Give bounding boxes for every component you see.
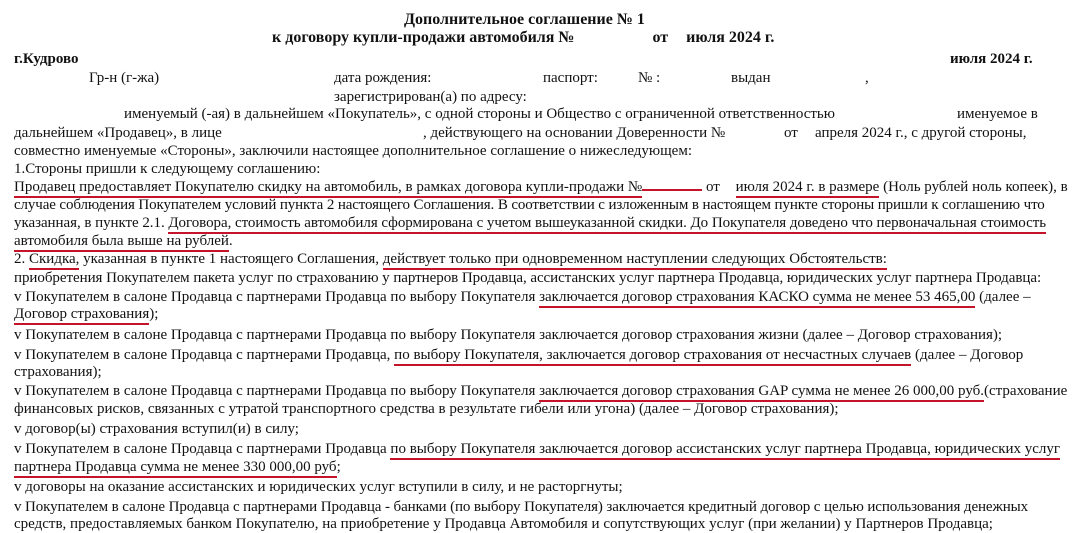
issued-label: выдан: [731, 70, 771, 86]
condition-credit: v Покупателем в салоне Продавца с партнерами Продавца - банками (по выбору Покупателя) заключается кредитный договор с целью использования денежных: [14, 499, 1029, 515]
subtitle-date: июля 2024 г.: [686, 29, 775, 46]
section-1-heading: 1.Стороны пришли к следующему соглашению:: [14, 161, 321, 177]
condition-assistance-line-2: партнера Продавца сумма не менее 330 000,00 руб;: [14, 458, 341, 476]
citizen-label: Гр-н (г-жа): [89, 70, 160, 86]
discount-word: Скидка,: [29, 251, 79, 270]
section-1-line-3: указанная, в пункте 2.1. Договора, стоимость автомобиля сформирована с учетом вышеуказанной скидки. До Покупателя доведено что первоначальная стоимость: [14, 214, 1046, 232]
condition-credit-line-2: средств, предоставляемых банком Покупателю, на приобретение у Продавца Автомобиля и сопутствующих услуг (при желании) у Партнеров Продавца;: [14, 516, 993, 532]
party-line-1: именуемый (-ая) в дальнейшем «Покупатель», с одной стороны и Общество с ограниченной ответственностью: [124, 106, 835, 122]
birth-date-label: дата рождения:: [334, 70, 432, 86]
subtitle-ot: от: [652, 29, 669, 46]
gap-insurance-amount: заключается договор страхования GAP сумма не менее 26 000,00 руб.: [539, 383, 984, 402]
price-formed-statement: Договора, стоимость автомобиля сформирована с учетом вышеуказанной скидки. До Покупателя доведено что первоначальная стоимость: [168, 215, 1046, 234]
document-title: Дополнительное соглашение № 1: [404, 11, 645, 28]
party-line-2b: , действующего на основании Доверенности №: [423, 125, 726, 141]
party-line-2a: дальнейшем «Продавец», в лице: [14, 125, 222, 141]
party-line-2c: от: [784, 125, 798, 141]
initial-price-statement: автомобиля была выше на рублей: [14, 233, 229, 252]
registered-label: зарегистрирован(а) по адресу:: [334, 89, 527, 105]
document-subtitle: [272, 29, 774, 47]
section-1-line-1: Продавец предоставляет Покупателю скидку на автомобиль, в рамках договора купли-продажи № от июля 2024 г. в размере (Ноль рублей ноль копеек), в: [14, 178, 1068, 196]
section-1-line-4: автомобиля была выше на рублей.: [14, 232, 233, 250]
passport-number-label: № :: [638, 70, 661, 86]
section-2-line-2: приобретения Покупателем пакета услуг по страхованию у партнеров Продавца, ассистанских услуг партнера Продавца, юридических услуг партнера Продавца:: [14, 270, 1042, 286]
assistance-amount: партнера Продавца сумма не менее 330 000,00 руб: [14, 459, 337, 478]
condition-assistance: v Покупателем в салоне Продавца с партнерами Продавца по выбору Покупателя заключается договор ассистанских услуг партнера Продавца, юридических услуг: [14, 440, 1060, 458]
agreement-date: июля 2024 г.: [950, 51, 1033, 67]
party-line-2d: апреля 2024 г., с другой стороны,: [815, 125, 1027, 141]
condition-gap-insurance: v Покупателем в салоне Продавца с партнерами Продавца по выбору Покупателя заключается договор страхования GAP сумма не менее 26 000,00 руб.(страхование: [14, 382, 1067, 400]
condition-accident-insurance-line-2: страхования);: [14, 364, 102, 380]
accident-insurance-term: по выбору Покупателя, заключается договор страхования от несчастных случаев: [394, 347, 911, 366]
assistance-term: по выбору Покупателя заключается договор ассистанских услуг партнера Продавца, юридических услуг: [390, 441, 1060, 460]
insurance-contract-term: Договор страхования: [14, 306, 149, 325]
condition-assistance-in-force: v договоры на оказание ассистанских и юридических услуг вступили в силу, и не расторгнуты;: [14, 479, 623, 495]
condition-insurance-in-force: v договор(ы) страхования вступил(и) в силу;: [14, 421, 299, 437]
condition-life-insurance: v Покупателем в салоне Продавца с партнерами Продавца по выбору Покупателя заключается договор страхования жизни (далее – Договор страхования);: [14, 327, 1003, 343]
conditions-statement: действует только при одновременном наступлении следующих Обстоятельств:: [383, 251, 887, 270]
party-line-1-end: именуемое в: [957, 106, 1038, 122]
condition-accident-insurance: v Покупателем в салоне Продавца с партнерами Продавца, по выбору Покупателя, заключается договор страхования от несчастных случаев (далее – Договор: [14, 346, 1023, 364]
city: г.Кудрово: [14, 51, 79, 67]
section-1-line-2: случае соблюдения Покупателем условий пункта 2 настоящего Соглашения. В соответствии с изложенным в настоящем пункте стороны пришли к соглашению что: [14, 197, 1045, 213]
subtitle-contract: к договору купли-продажи автомобиля №: [272, 29, 575, 46]
comma: ,: [865, 70, 869, 86]
party-line-3: совместно именуемые «Стороны», заключили настоящее дополнительное соглашение о нижеследующем:: [14, 143, 692, 159]
condition-kasko-line-2: Договор страхования);: [14, 305, 158, 323]
kasko-amount: заключается договор страхования КАСКО сумма не менее 53 465,00: [539, 289, 975, 308]
passport-label: паспорт:: [543, 70, 598, 86]
condition-kasko: v Покупателем в салоне Продавца с партнерами Продавца по выбору Покупателя заключается договор страхования КАСКО сумма не менее 53 465,00 (далее –: [14, 288, 1031, 306]
discount-date: июля 2024 г. в размере: [736, 179, 880, 198]
section-2-heading: 2. Скидка, указанная в пункте 1 настоящего Соглашения, действует только при одновременном наступлении следующих Обстоятельств:: [14, 250, 887, 268]
condition-gap-insurance-line-2: финансовых рисков, связанных с утратой транспортного средства в результате гибели или угона) (далее – Договор страхования);: [14, 401, 839, 417]
discount-statement: Продавец предоставляет Покупателю скидку на автомобиль, в рамках договора купли-продажи №: [14, 179, 642, 198]
